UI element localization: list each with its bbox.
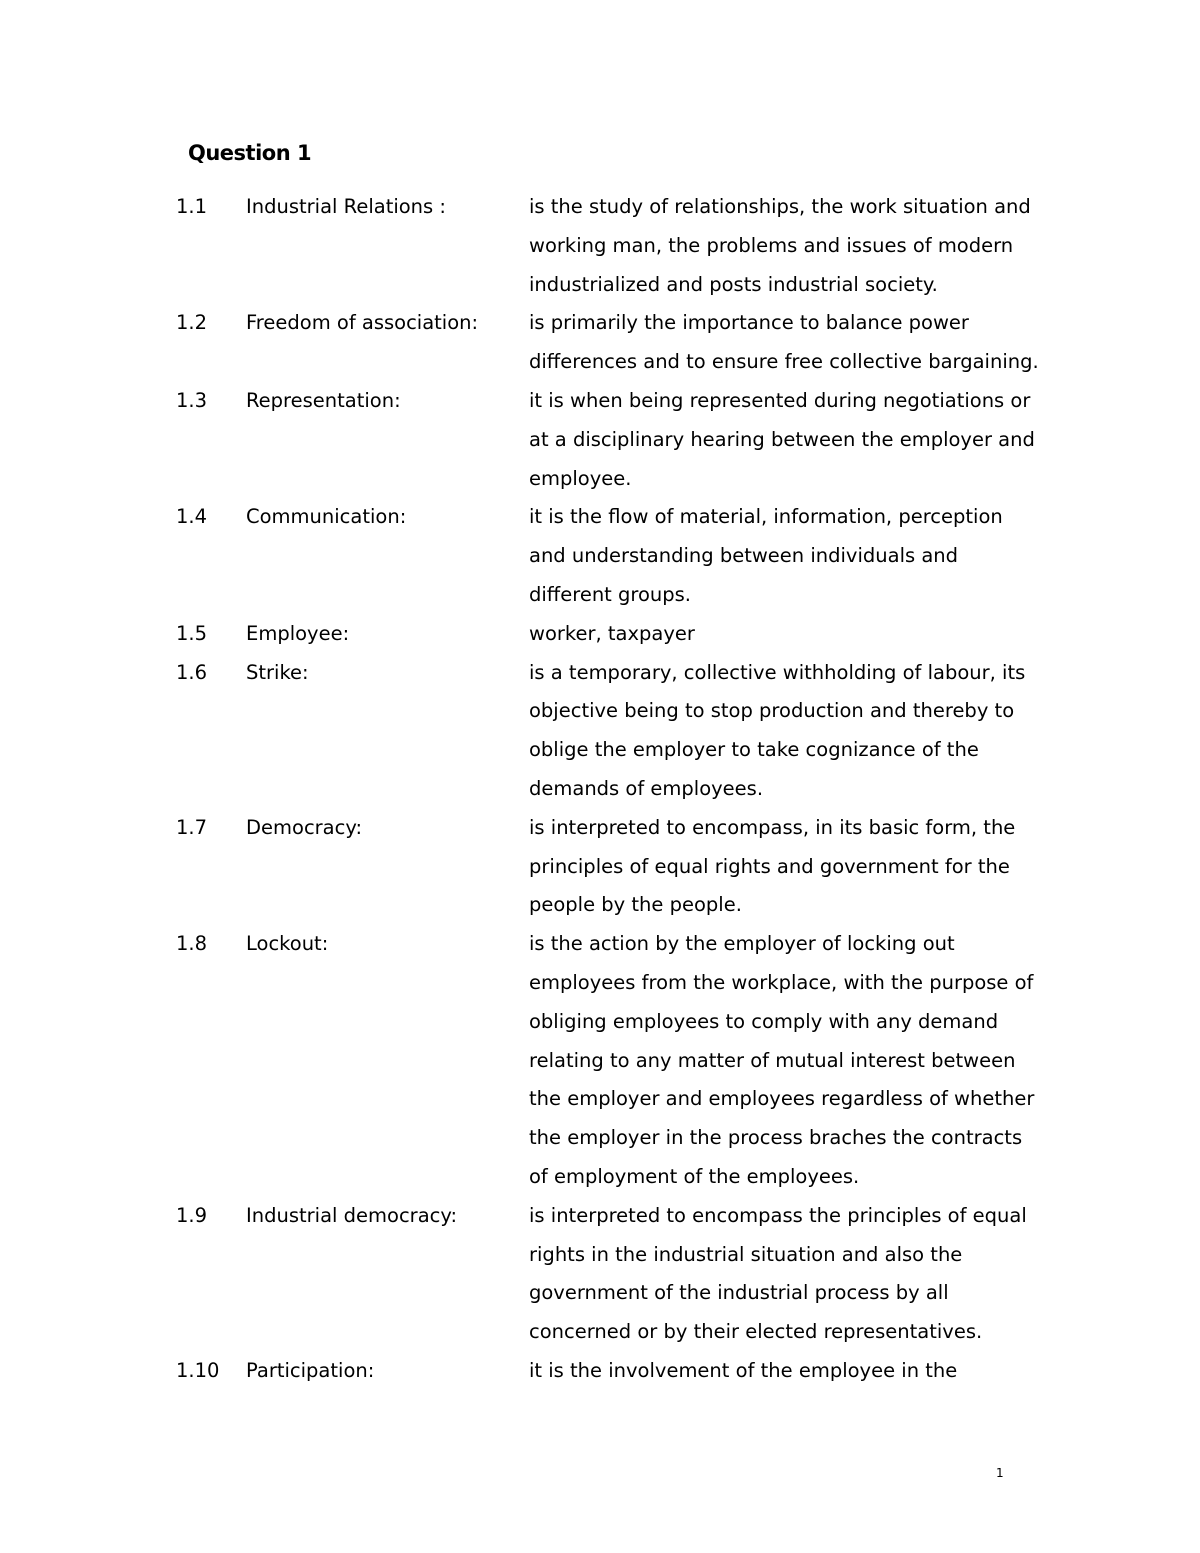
definition-line: oblige the employer to take cognizance of the — [529, 738, 979, 762]
definition-line: is primarily the importance to balance power — [529, 311, 969, 335]
definition-line: objective being to stop production and thereby to — [529, 699, 1015, 723]
entry-term: Participation: — [246, 1358, 375, 1382]
definition-line: principles of equal rights and government for the — [529, 854, 1010, 878]
definition-line: obliging employees to comply with any demand — [529, 1009, 999, 1033]
definition-line: is a temporary, collective withholding of labour, its — [529, 660, 1026, 684]
definition-line: concerned or by their elected representatives. — [529, 1320, 983, 1344]
definition-line: working man, the problems and issues of modern — [529, 233, 1014, 257]
definition-entry — [176, 615, 1056, 654]
entry-term: Democracy: — [246, 815, 363, 839]
entry-number: 1.8 — [176, 932, 208, 956]
definition-line: it is the flow of material, information, perception — [529, 505, 1003, 529]
definition-entry — [176, 188, 1056, 304]
entry-term: Freedom of association: — [246, 311, 479, 335]
entry-definition — [529, 925, 1035, 1197]
definition-line: is the study of relationships, the work situation and — [529, 195, 1031, 218]
definition-line: the employer and employees regardless of whether — [529, 1087, 1035, 1111]
definition-line: government of the industrial process by all — [529, 1281, 949, 1305]
definition-line: rights in the industrial situation and also the — [529, 1242, 963, 1266]
definition-line: demands of employees. — [529, 776, 764, 800]
definition-list — [176, 188, 1056, 1391]
entry-definition — [529, 654, 1029, 809]
entry-number: 1.5 — [176, 621, 208, 645]
definition-line: is the action by the employer of locking out — [529, 932, 955, 956]
entry-number: 1.9 — [176, 1203, 208, 1227]
entry-definition — [529, 615, 1029, 654]
entry-number: 1.6 — [176, 660, 208, 684]
definition-line: relating to any matter of mutual interest between — [529, 1048, 1016, 1072]
definition-entry — [176, 809, 1056, 925]
definition-line: worker, taxpayer — [529, 621, 695, 645]
definition-line: it is when being represented during negotiations or — [529, 388, 1031, 412]
entry-number: 1.7 — [176, 815, 208, 839]
page-title: Question 1 — [188, 141, 312, 165]
entry-definition — [529, 1197, 1029, 1352]
entry-definition — [529, 382, 1035, 498]
entry-number: 1.3 — [176, 388, 208, 412]
definition-line: employee. — [529, 466, 632, 490]
entry-number: 1.2 — [176, 311, 208, 335]
definition-entry — [176, 304, 1056, 382]
definition-line: and understanding between individuals and — [529, 544, 959, 568]
definition-line: industrialized and posts industrial society. — [529, 272, 938, 296]
entry-definition — [529, 304, 1039, 382]
definition-entry — [176, 382, 1056, 498]
entry-term: Employee: — [246, 621, 350, 645]
definition-entry — [176, 654, 1056, 809]
entry-definition — [529, 1352, 1029, 1391]
definition-line: is interpreted to encompass, in its basic form, the — [529, 815, 1016, 839]
definition-line: of employment of the employees. — [529, 1164, 860, 1188]
entry-definition — [529, 809, 1029, 925]
definition-entry — [176, 498, 1056, 614]
definition-line: different groups. — [529, 582, 692, 606]
entry-term: Strike: — [246, 660, 309, 684]
entry-definition — [529, 498, 1029, 614]
definition-line: at a disciplinary hearing between the employer and — [529, 427, 1035, 451]
entry-term: Lockout: — [246, 932, 329, 956]
entry-term: Communication: — [246, 505, 407, 529]
definition-line: employees from the workplace, with the purpose of — [529, 970, 1034, 994]
definition-entry — [176, 1352, 1056, 1391]
entry-number: 1.10 — [176, 1358, 220, 1382]
definition-entry — [176, 1197, 1056, 1352]
definition-line: it is the involvement of the employee in the — [529, 1358, 958, 1382]
definition-line: the employer in the process braches the contracts — [529, 1126, 1023, 1150]
definition-line: is interpreted to encompass the principles of equal — [529, 1203, 1027, 1227]
page-number: 1 — [996, 1466, 1004, 1480]
entry-term: Representation: — [246, 388, 401, 412]
entry-term: Industrial democracy: — [246, 1203, 458, 1227]
definition-line: people by the people. — [529, 893, 742, 917]
entry-term: Industrial Relations : — [246, 195, 446, 218]
definition-line: differences and to ensure free collective bargaining. — [529, 350, 1039, 374]
entry-definition — [529, 188, 1029, 304]
entry-number: 1.1 — [176, 195, 208, 218]
entry-number: 1.4 — [176, 505, 208, 529]
definition-entry — [176, 925, 1056, 1197]
